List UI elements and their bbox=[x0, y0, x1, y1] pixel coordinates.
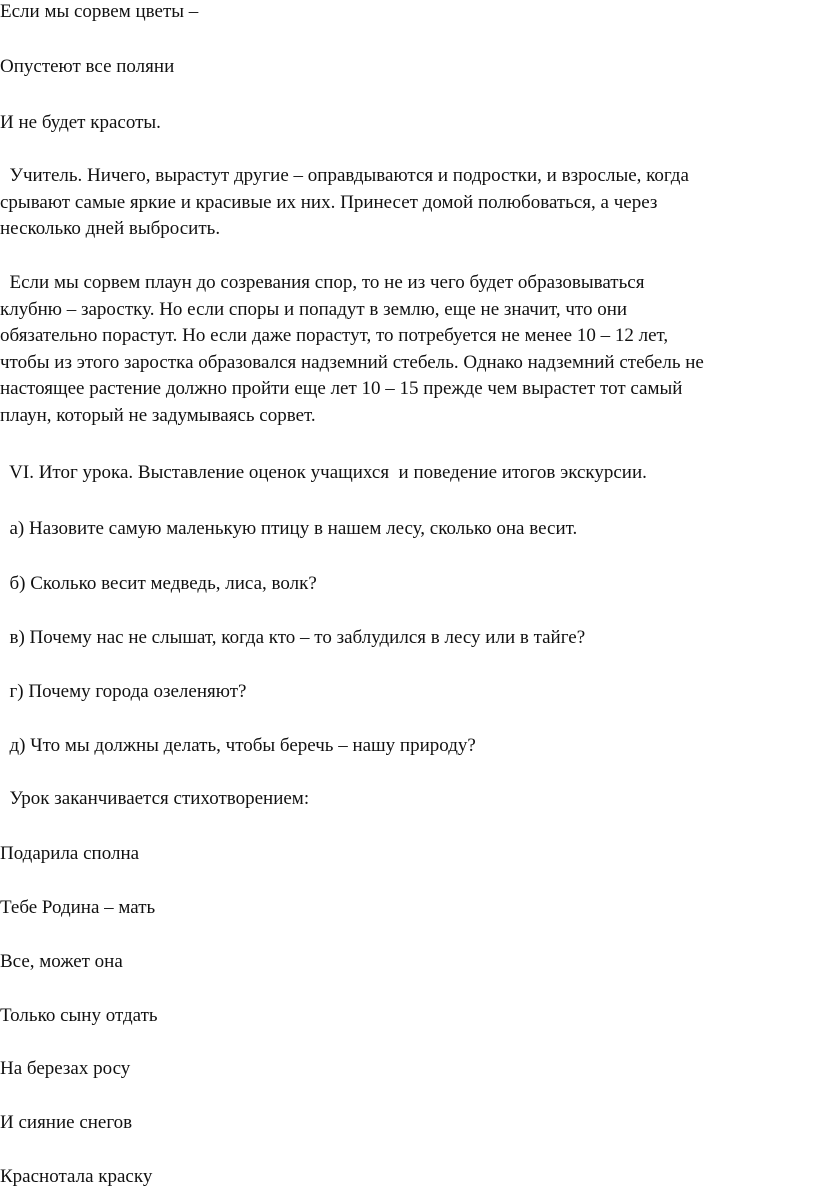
question-b: б) Сколько весит медведь, лиса, волк? bbox=[0, 573, 317, 594]
poem-final-line-6: И сияние снегов bbox=[0, 1112, 133, 1133]
teacher-paragraph bbox=[0, 163, 816, 243]
question-e: д) Что мы должны делать, чтобы беречь – нашу природу? bbox=[0, 735, 476, 756]
teacher-paragraph-line-1: Учитель. Ничего, вырастут другие – оправдываются и подростки, и взрослые, когда bbox=[0, 165, 689, 186]
question-c: в) Почему нас не слышат, когда кто – то заблудился в лесу или в тайге? bbox=[0, 627, 586, 648]
poem-final-line-2: Тебе Родина – мать bbox=[0, 897, 156, 918]
plaun-paragraph-line-6: плаун, который не задумываясь сорвет. bbox=[0, 404, 316, 426]
teacher-paragraph-line-3: несколько дней выбросить. bbox=[0, 218, 221, 239]
plaun-paragraph-line-4: чтобы из этого заростка образовался надземний стебель. Однако надземний стебель не bbox=[0, 351, 704, 373]
teacher-paragraph-line-2: срывают самые яркие и красивые их них. Принесет домой полюбоваться, а через bbox=[0, 191, 658, 213]
poem-final-line-3: Все, может она bbox=[0, 951, 123, 972]
poem-final-line-5: На березах росу bbox=[0, 1058, 131, 1079]
closing-intro: Урок заканчивается стихотворением: bbox=[0, 788, 310, 809]
plaun-paragraph-line-5: настоящее растение должно пройти еще лет 10 – 15 прежде чем вырастет тот самый bbox=[0, 378, 683, 399]
poem-final-line-4: Только сыну отдать bbox=[0, 1005, 158, 1026]
poem-intro-line-3: И не будет красоты. bbox=[0, 112, 161, 133]
plaun-paragraph-line-1: Если мы сорвем плаун до созревания спор, то не из чего будет образовываться bbox=[0, 272, 645, 293]
plaun-paragraph-line-3: обязательно порастут. Но если даже порастут, то потребуется не менее 10 – 12 лет, bbox=[0, 325, 669, 346]
poem-intro-line-2: Опустеют все поляни bbox=[0, 56, 175, 77]
poem-final-line-7: Краснотала краску bbox=[0, 1166, 153, 1187]
summary-heading: VI. Итог урока. Выставление оценок учащихся и поведение итогов экскурсии. bbox=[0, 462, 647, 483]
plaun-paragraph bbox=[0, 270, 816, 429]
plaun-paragraph-line-2: клубню – заростку. Но если споры и попадут в землю, еще не значит, что они bbox=[0, 298, 628, 320]
question-a: а) Назовите самую маленькую птицу в нашем лесу, сколько она весит. bbox=[0, 518, 578, 539]
poem-intro-line-1: Если мы сорвем цветы – bbox=[0, 1, 199, 22]
poem-final-line-1: Подарила сполна bbox=[0, 843, 140, 864]
question-d: г) Почему города озеленяют? bbox=[0, 681, 247, 702]
